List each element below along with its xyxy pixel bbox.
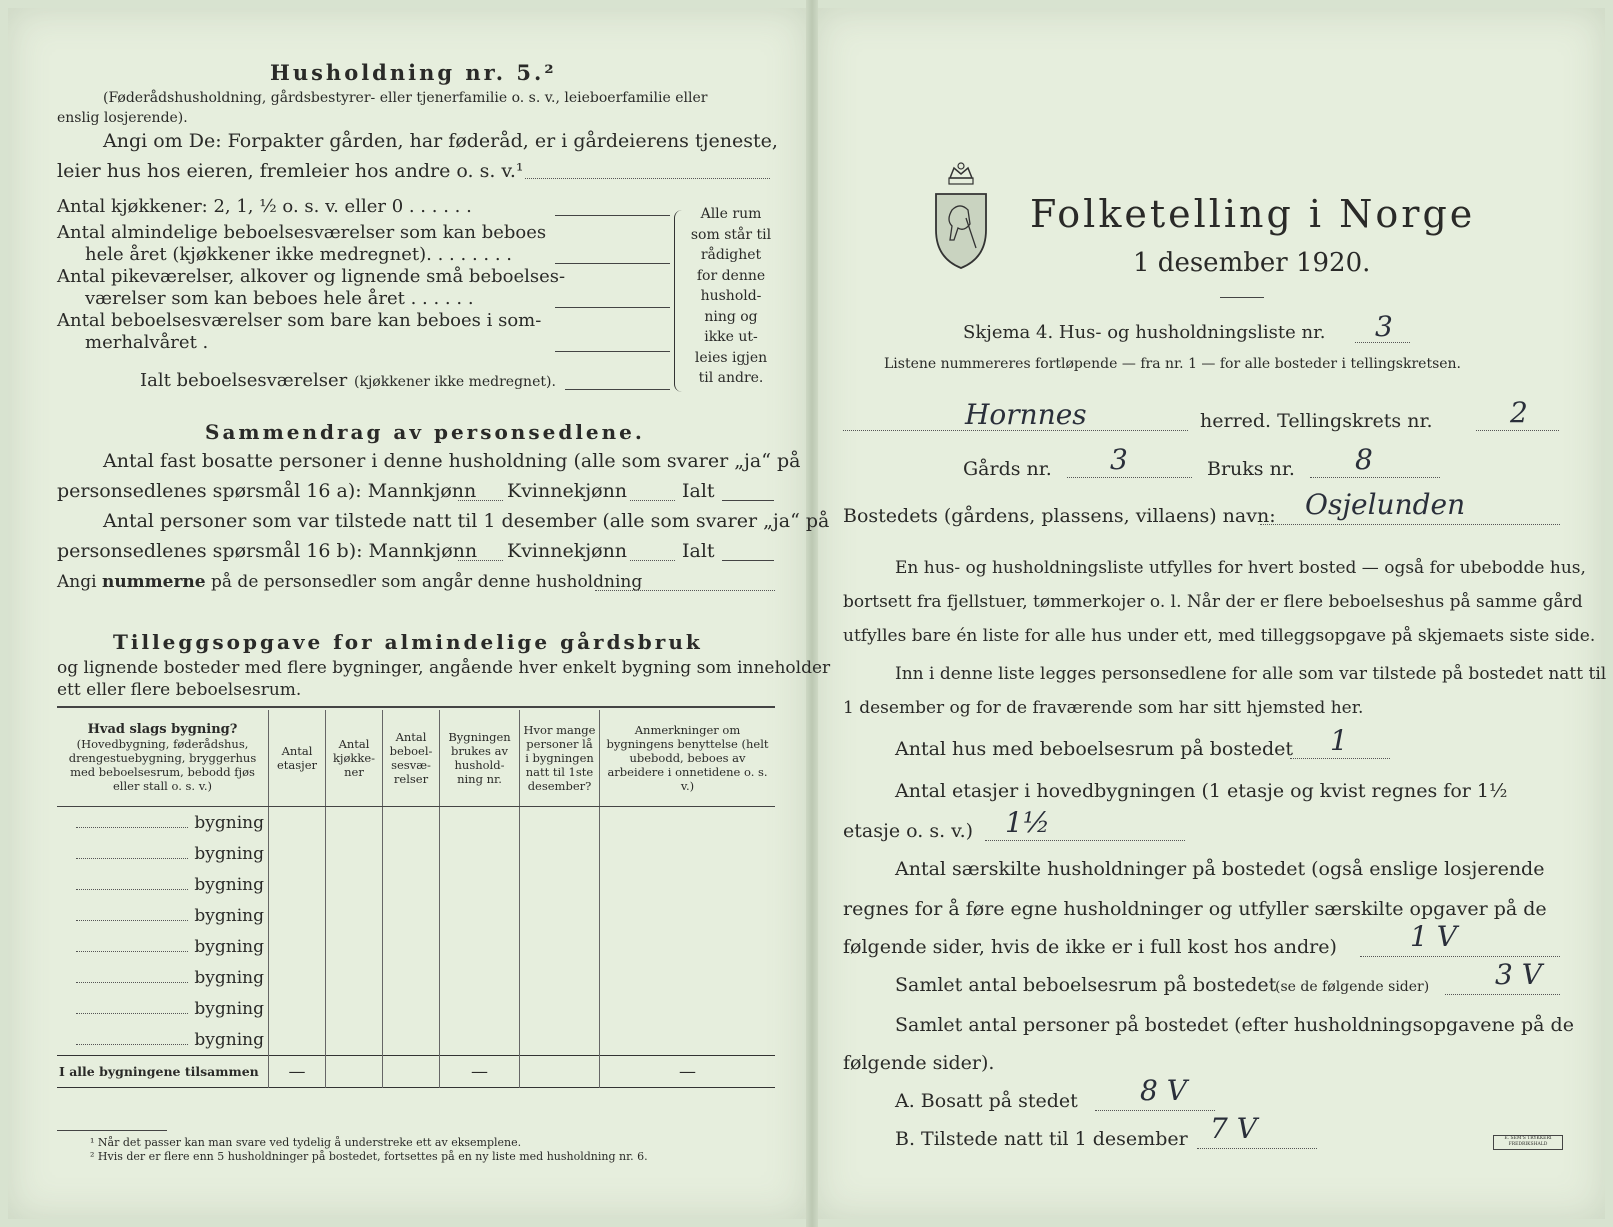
summary-title: Sammendrag av personsedlene. [205,420,645,444]
krets-answer-line[interactable] [1476,430,1559,431]
summary-a-line-1: Antal fast bosatte personer i denne husholdning (alle som svarer „ja“ på [103,450,801,472]
table-row[interactable] [57,807,775,839]
row-label: bygning [194,812,264,833]
row-label: bygning [194,874,264,895]
angi-line-2: leier hus hos eieren, fremleier hos andre o. s. v.¹ [57,160,524,182]
para1-line-1: En hus- og husholdningsliste utfylles for hvert bosted — også for ubebodde hus, [895,558,1586,578]
household-title: Husholdning nr. 5.² [270,60,557,85]
summary-b-line-2: personsedlenes spørsmål 16 b): Mannkjønn [57,540,478,562]
col-building-type [57,710,269,807]
side-note-line: Alle rum [700,206,762,222]
table-row[interactable] [57,1024,775,1056]
summary-a-ialt-label: Ialt [682,480,715,502]
total-label: I alle bygningene tilsammen [59,1064,259,1079]
title-rule [1220,297,1264,298]
bosted-answer-line[interactable] [1260,524,1560,525]
row-label: bygning [194,905,264,926]
building-table [57,710,775,1088]
side-note-line: som står til [690,226,772,243]
angi-line-1: Angi om De: Forpakter gården, har føderåd, er i gårdeierens tjeneste, [103,130,778,152]
summary-b-ialt-label: Ialt [682,540,715,562]
summary-b-kvinne[interactable] [630,560,675,561]
rooms-summer-1: Antal beboelsesværelser som bare kan beboes i som- [57,310,542,331]
etasjer-value[interactable]: 1½ [1005,806,1050,839]
tillegg-line-2: ett eller flere beboelsesrum. [57,680,302,700]
table-row[interactable] [57,869,775,900]
rooms-small-2: værelser som kan beboes hele året . . . . . . [85,288,474,309]
summary-b-ialt[interactable] [722,560,774,561]
angi-answer-line[interactable] [525,178,770,179]
row-label: bygning [194,936,264,957]
side-note-line: ning og [704,308,758,325]
row-label: bygning [194,1029,264,1050]
table-row[interactable] [57,838,775,869]
herred-value[interactable]: Hornnes [965,398,1087,431]
household-note-1: (Føderådshusholdning, gårdsbestyrer- eller tjenerfamilie o. s. v., leieboerfamilie eller [103,90,708,106]
gards-label: Gårds nr. [963,458,1052,480]
total-dash: — [269,1056,326,1088]
ordinary-answer[interactable] [555,263,670,264]
table-total-row [57,1056,775,1088]
tilstede-value[interactable]: 7 V [1210,1112,1257,1145]
table-row[interactable] [57,931,775,962]
col-persons: Hvor mange personer lå i bygningen natt til 1ste desember? [520,710,600,807]
side-note-line: til andre. [698,370,764,386]
row-label: bygning [194,998,264,1019]
rooms-summer-2: merhalvåret . [85,332,209,353]
col-floors: Antal etasjer [269,710,326,807]
tillegg-title: Tilleggsopgave for almindelige gårdsbruk [113,630,703,654]
printer-stamp: E. SEM'S TRYKKERI FREDRIKSHALD [1493,1135,1563,1150]
table-header-row [57,710,775,807]
col-kitchens: Antal kjøkke-ner [326,710,383,807]
samlet-rum-answer-line[interactable] [1445,994,1560,995]
summary-b-mann[interactable] [458,560,503,561]
gards-answer-line[interactable] [1067,477,1192,478]
antal-hus-value[interactable]: 1 [1330,724,1348,757]
col-rooms: Antal beboel-sesvæ-relser [383,710,440,807]
bosatt-label: A. Bosatt på stedet [895,1090,1078,1112]
angi-nummerne-pre: Angi [57,572,102,592]
tilstede-answer-line[interactable] [1197,1148,1317,1149]
bruks-value[interactable]: 8 [1355,443,1373,476]
row-label: bygning [194,843,264,864]
etasjer-line-2: etasje o. s. v.) [843,820,974,842]
sarskilte-line-2: regnes for å føre egne husholdninger og utfyller særskilte opgaver på de [843,898,1547,920]
col-remarks: Anmerkninger om bygningens benyttelse (helt ubebodd, beboes av arbeidere i onnetidene o. s. v.) [600,710,776,807]
sarskilte-line-1: Antal særskilte husholdninger på bostedet (også enslige losjerende [895,858,1545,880]
samlet-rum-note: (se de følgende sider) [1275,979,1430,995]
samlet-rum-value[interactable]: 3 V [1495,958,1542,991]
footnote-1: ¹ Når det passer kan man svare ved tydelig å understreke ett av eksemplene. [90,1136,522,1149]
summary-a-ialt[interactable] [722,500,774,501]
table-top-rule [57,706,775,708]
tilstede-label: B. Tilstede natt til 1 desember [895,1128,1188,1150]
form-date: 1 desember 1920. [1133,248,1371,278]
summary-a-mann[interactable] [458,500,503,501]
side-note-line: rådighet [700,247,762,263]
para2-line-1: Inn i denne liste legges personsedlene for alle som var tilstede på bostedet natt til [895,664,1607,684]
rooms-total: Ialt beboelsesværelser [140,370,348,391]
rooms-ordinary-1: Antal almindelige beboelsesværelser som kan beboes [57,222,547,243]
total-dash: — [600,1056,776,1088]
small-answer[interactable] [555,307,670,308]
summary-a-kvinne[interactable] [630,500,675,501]
rooms-small-1: Antal pikeværelser, alkover og lignende små beboelses- [57,266,566,287]
angi-nummerne-post: på de personsedler som angår denne husholdning [205,572,643,592]
table-row[interactable] [57,962,775,993]
skjema-value[interactable]: 3 [1375,310,1393,343]
angi-nummerne [57,572,642,592]
household-note-2: enslig losjerende). [57,110,188,126]
col-building-type-sub: (Hovedbygning, føderådshus, drengestuebygning, bryggerhus med beboelsesrum, bebodd fjøs eller stall o. s. v.) [68,737,257,793]
sarskilte-line-3: følgende sider, hvis de ikke er i full kost hos andre) [843,936,1337,958]
rooms-total-note: (kjøkkener ikke medregnet). [354,374,556,390]
footnote-2: ² Hvis der er flere enn 5 husholdninger på bostedet, fortsettes på en ny liste med husholdning nr. 6. [90,1150,648,1163]
side-note-line: ikke ut- [704,329,758,345]
angi-nummerne-answer[interactable] [595,590,775,591]
listene-note: Listene nummereres fortløpende — fra nr. 1 — for alle bosteder i tellingskretsen. [884,356,1462,372]
angi-nummerne-bold: nummerne [101,572,206,592]
bosted-label: Bostedets (gårdens, plassens, villaens) navn: [843,505,1276,527]
antal-hus-label: Antal hus med beboelsesrum på bostedet [895,738,1294,760]
bosatt-answer-line[interactable] [1095,1110,1215,1111]
skjema-label: Skjema 4. Hus- og husholdningsliste nr. [963,322,1326,343]
antal-hus-answer-line[interactable] [1290,758,1390,759]
summary-b-kvinne-label: Kvinnekjønn [507,540,628,562]
herred-label: herred. Tellingskrets nr. [1200,410,1433,432]
samlet-pers-line-1: Samlet antal personer på bostedet (efter husholdningsopgavene på de [895,1014,1574,1036]
rooms-ordinary-2: hele året (kjøkkener ikke medregnet). . . . . . . . [85,244,512,265]
tillegg-line-1: og lignende bosteder med flere bygninger, angående hver enkelt bygning som inneholder [57,658,831,678]
bruks-answer-line[interactable] [1310,477,1440,478]
form-title: Folketelling i Norge [1030,192,1476,236]
total-dash: — [440,1056,520,1088]
side-note-line: for denne [696,267,766,284]
samlet-rum-label: Samlet antal beboelsesrum på bostedet [895,974,1277,996]
summary-b-line-1: Antal personer som var tilstede natt til 1 desember (alle som svarer „ja“ på [103,510,830,532]
para2-line-2: 1 desember og for de fraværende som har sitt hjemsted her. [843,698,1364,718]
summer-answer[interactable] [555,351,670,352]
kitchens-answer[interactable] [555,215,670,216]
col-building-type-title: Hvad slags bygning? [87,722,238,737]
samlet-pers-line-2: følgende sider). [843,1052,995,1074]
sarskilte-value[interactable]: 1 V [1410,920,1457,953]
rooms-kitchens: Antal kjøkkener: 2, 1, ½ o. s. v. eller 0 . . . . . . [57,196,472,217]
footnote-rule [57,1130,167,1131]
sarskilte-answer-line[interactable] [1360,956,1560,957]
rooms-side-note [686,204,776,389]
rooms-bracket [674,210,685,392]
bruks-label: Bruks nr. [1207,458,1295,480]
bosatt-value[interactable]: 8 V [1140,1074,1187,1107]
para1-line-2: bortsett fra fjellstuer, tømmerkojer o. l. Når der er flere beboelseshus på samme gård [843,592,1583,612]
book-spine [806,0,818,1227]
coat-of-arms-icon [930,160,992,270]
side-note-line: hushold- [700,288,762,304]
etasjer-line-1: Antal etasjer i hovedbygningen (1 etasje og kvist regnes for 1½ [895,780,1508,802]
etasjer-answer-line[interactable] [985,840,1185,841]
row-label: bygning [194,967,264,988]
summary-a-line-2: personsedlenes spørsmål 16 a): Mannkjønn [57,480,477,502]
bosted-value[interactable]: Osjelunden [1305,488,1466,521]
total-answer[interactable] [565,389,670,390]
gards-value[interactable]: 3 [1110,443,1128,476]
para1-line-3: utfylles bare én liste for alle hus under ett, med tilleggsopgave på skjemaets siste side. [843,626,1596,646]
summary-a-kvinne-label: Kvinnekjønn [507,480,628,502]
table-row[interactable] [57,993,775,1024]
table-row[interactable] [57,900,775,931]
col-household-no: Bygningen brukes av hushold-ning nr. [440,710,520,807]
side-note-line: leies igjen [694,349,768,366]
krets-value[interactable]: 2 [1510,396,1528,429]
